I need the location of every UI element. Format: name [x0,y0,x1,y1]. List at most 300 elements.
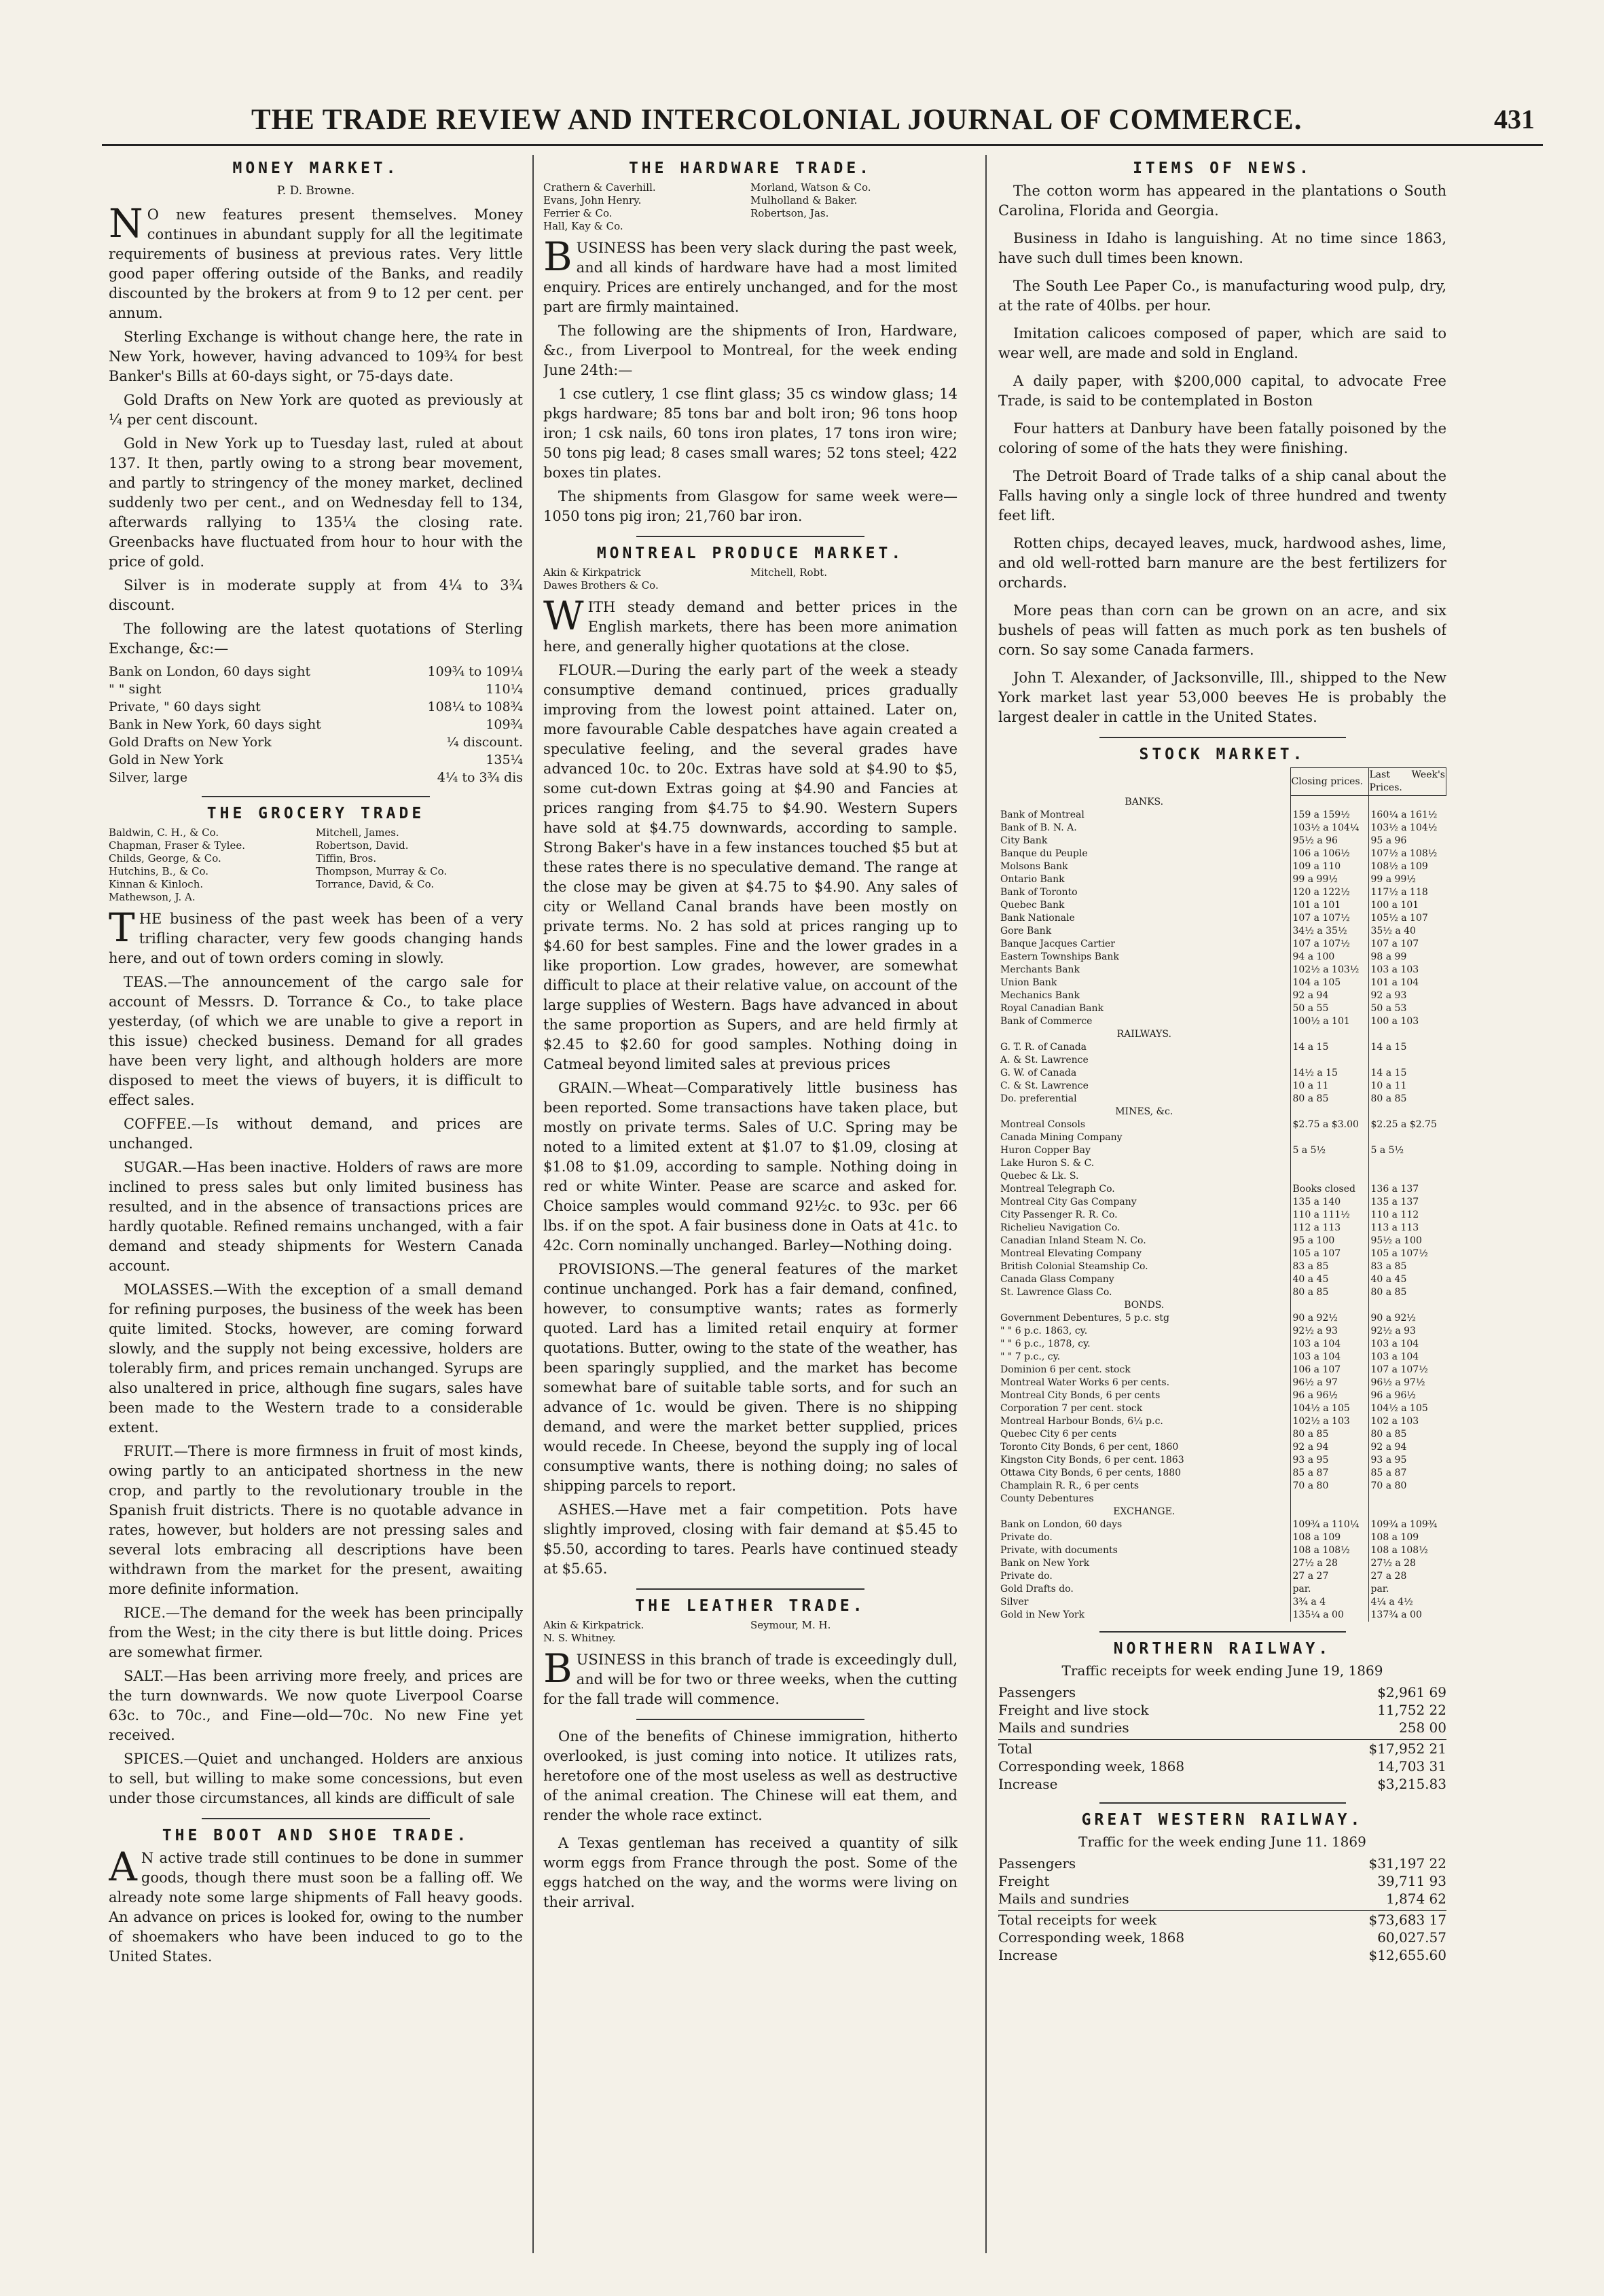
traffic-total [998,1739,1446,1757]
stock-last-week: 102 a 103 [1368,1415,1446,1428]
news-item: The Detroit Board of Trade talks of a ship canal about the Falls having only a single lock of three hundred and twenty feet lift. [998,468,1446,524]
traffic-row-label: Freight and live stock [998,1701,1149,1718]
stock-row [998,1583,1446,1596]
stock-row [998,835,1446,848]
stock-last-week: 117½ a 118 [1368,886,1446,899]
stock-closing: 10 a 11 [1290,1080,1368,1093]
traffic-total-value: $17,952 21 [1368,1740,1446,1757]
paragraph: MOLASSES.—With the exception of a small demand for refining purposes, the business of the week has been quite limited. Stocks, however, are coming forward slowly, and the supply not being excessive, holders are tolerably firm, and prices remain unchanged. Syrups are also unaltered in price, although fine sugars, sales have been made to the Western trade to a considerable extent. [109,1281,523,1436]
stock-cell [1368,1506,1446,1518]
stock-name: Champlain R. R., 6 per cents [1000,1480,1140,1491]
paragraph: Sterling Exchange is without change here, the rate in New York, however, having advanced to 109¾ for best Banker's Bills at 60-days sight, or 75-days date. [109,329,523,384]
stock-closing: 40 a 45 [1290,1273,1368,1286]
northern-traffic [998,1683,1446,1793]
stock-name: Private do. [1000,1531,1053,1543]
quote-row-label: Bank in New York, 60 days sight [109,717,321,732]
firm-name: Crathern & Caverhill. [543,181,656,194]
quote-row-label: Silver, large [109,770,188,785]
stock-last-week: 10 a 11 [1368,1080,1446,1093]
stock-name: British Colonial Steamship Co. [1000,1260,1148,1272]
stock-closing: 135¼ a 00 [1290,1609,1368,1622]
stock-closing: 83 a 85 [1290,1260,1368,1273]
grocery-firms [109,826,523,904]
traffic-row-label: Passengers [998,1855,1076,1872]
quote-row-value: ¼ discount. [446,735,523,750]
stock-name: Merchants Bank [1000,964,1080,975]
leather-body: BUSINESS in this branch of trade is exceedingly dull, and will be for two or three weeks, when the cutting for the fall trade will commence. [543,1645,958,1707]
stock-name: " " 6 p.c. 1863, cy. [1000,1325,1088,1336]
stock-closing: 5 a 5½ [1290,1144,1368,1157]
stock-row [998,1157,1446,1170]
stock-last-week: 105½ a 107 [1368,912,1446,925]
stock-row [998,848,1446,860]
quote-row-label: Gold Drafts on New York [109,735,272,750]
firm-name [750,220,958,233]
boot-body: AN active trade still continues to be done in summer goods, though there must soon be a falling off. We already note some large shipments of Fall heavy goods. An advance on prices is looked for, owing to the number of shoemakers who have been induced to go to the United States. [109,1844,523,1965]
stock-closing: 107 a 107½ [1290,912,1368,925]
stock-closing: 96½ a 97 [1290,1377,1368,1389]
quote-row [109,680,523,698]
stock-row [998,886,1446,899]
stock-name: Kingston City Bonds, 6 per cent. 1863 [1000,1454,1184,1465]
quote-row [109,716,523,733]
stock-name: Corporation 7 per cent. stock [1000,1402,1143,1414]
quote-row [109,733,523,751]
stock-last-week: 90 a 92½ [1368,1312,1446,1325]
stock-row [998,1002,1446,1015]
stock-last-week: 135 a 137 [1368,1196,1446,1209]
stock-closing: 100½ a 101 [1290,1015,1368,1028]
stock-name: Bank of B. N. A. [1000,822,1077,833]
firm-name: Childs, George, & Co. [109,852,221,864]
news-item: The South Lee Paper Co., is manufacturing wood pulp, dry, at the rate of 40lbs. per hour. [998,278,1446,314]
stock-name: Montreal Harbour Bonds, 6¼ p.c. [1000,1415,1163,1427]
leather-firms [543,1619,958,1645]
stock-closing: 104½ a 105 [1290,1402,1368,1415]
traffic-total-label: Corresponding week, 1868 [998,1929,1185,1946]
stock-closing: 103½ a 104¼ [1290,822,1368,835]
money-market-heading: MONEY MARKET. [232,160,399,177]
stock-row [998,951,1446,964]
stock-name: Montreal Water Works 6 per cents. [1000,1377,1170,1388]
western-traffic [998,1855,1446,1964]
stock-name: Canada Glass Company [1000,1273,1114,1285]
western-subtitle: Traffic for the week ending June 11. 1869 [1078,1833,1366,1850]
paragraph: SALT.—Has been arriving more freely, and prices are the turn downwards. We now quote Liverpool Coarse 63c. to 70c., and Fine—old—70c. No new Fine yet received. [109,1668,523,1743]
traffic-total-value: $12,655.60 [1368,1946,1446,1963]
stock-closing: 102½ a 103½ [1290,964,1368,977]
stock-last-week: 101 a 104 [1368,977,1446,989]
traffic-total-label: Increase [998,1775,1058,1792]
stock-closing: 108 a 109 [1290,1531,1368,1544]
firm-name: Hall, Kay & Co. [543,220,623,232]
traffic-row-value: 258 00 [1399,1719,1446,1736]
stock-row [998,1260,1446,1273]
stock-last-week: 92 a 93 [1368,989,1446,1002]
stock-name: Banque Jacques Cartier [1000,938,1115,949]
stock-last-week: 107 a 107 [1368,938,1446,951]
paragraph: THE business of the past week has been of a very trifling character, very few goods changing hands here, and out of town orders coming in slowly. [109,905,523,966]
firm-name: Evans, John Henry. [543,194,642,206]
stock-closing: 92 a 94 [1290,1441,1368,1454]
stock-closing: 103 a 104 [1290,1338,1368,1351]
stock-closing: 93 a 95 [1290,1454,1368,1467]
traffic-row-label: Mails and sundries [998,1890,1129,1907]
stock-last-week: 4¼ a 4½ [1368,1596,1446,1609]
traffic-row [998,1683,1446,1701]
stock-closing [1290,1157,1368,1170]
stock-last-week: 50 a 53 [1368,1002,1446,1015]
firm-name: Hutchins, B., & Co. [109,865,208,877]
stock-closing: 92½ a 93 [1290,1325,1368,1338]
quote-row-value: 109¾ to 109¼ [427,664,523,679]
paragraph: Gold in New York up to Tuesday last, ruled at about 137. It then, partly owing to a strong bear movement, and partly to stringency of the money market, declined suddenly two per cent., and on Wednesday fell to 134, afterwards rallying to 135¼ the closing rate. Greenbacks have fluctuated from hour to hour with the price of gold. [109,435,523,570]
firm-name: Mitchell, James. [316,826,399,839]
stock-row [998,1118,1446,1131]
stock-closing: 99 a 99½ [1290,873,1368,886]
stock-closing: 27 a 27 [1290,1570,1368,1583]
stock-name: Montreal City Gas Company [1000,1196,1137,1207]
quote-row-value: 109¾ [486,717,523,732]
stock-row [998,964,1446,977]
stock-row [998,1183,1446,1196]
stock-name: Bank on New York [1000,1557,1090,1569]
traffic-total [998,1757,1446,1775]
paragraph: NO new features present themselves. Money continues in abundant supply for all the legitimate requirements of business at previous rates. Very little good paper offering outside of the Banks, and readily discounted by the brokers at from 9 to 12 per cent. per annum. [109,200,523,321]
traffic-total-label: Total receipts for week [998,1911,1157,1928]
stock-name: Gore Bank [1000,925,1052,936]
stock-row [998,860,1446,873]
stock-name: Bank on London, 60 days [1000,1518,1123,1530]
stock-row [998,1364,1446,1377]
stock-name: Lake Huron S. & C. [1000,1157,1095,1169]
firm-name: N. S. Whitney. [543,1632,616,1644]
stock-last-week: 27 a 28 [1368,1570,1446,1583]
paragraph: BUSINESS has been very slack during the past week, and all kinds of hardware have had a most limited enquiry. Prices are entirely unchanged, and for the most part are firmly maintained. [543,234,958,315]
traffic-row [998,1855,1446,1872]
paragraph: Silver is in moderate supply at from 4¼ to 3¾ discount. [109,577,523,613]
stock-name: Banque du Peuple [1000,848,1088,859]
traffic-total-value: $3,215.83 [1377,1775,1446,1792]
paragraph: The shipments from Glasgow for same week were—1050 tons pig iron; 21,760 bar iron. [543,488,958,524]
stock-last-week: 95 a 96 [1368,835,1446,848]
traffic-total [998,1946,1446,1964]
quote-row [109,698,523,716]
stock-row [998,1080,1446,1093]
stock-name: G. W. of Canada [1000,1067,1077,1078]
section-divider [1099,737,1346,738]
stock-row [998,1054,1446,1067]
traffic-total-value: 60,027.57 [1377,1929,1446,1946]
stock-closing: 159 a 159½ [1290,809,1368,822]
stock-row [998,1377,1446,1389]
stock-group-row [998,1299,1446,1312]
stock-name: City Passenger R. R. Co. [1000,1209,1118,1220]
stock-row [998,1247,1446,1260]
stock-name: Quebec Bank [1000,899,1065,911]
stock-closing: 94 a 100 [1290,951,1368,964]
stock-name: Montreal Elevating Company [1000,1247,1142,1259]
traffic-total-value: $73,683 17 [1368,1911,1446,1928]
stock-last-week: par. [1368,1583,1446,1596]
firm-name: Akin & Kirkpatrick. [543,1619,644,1631]
stock-closing: par. [1290,1583,1368,1596]
stock-row [998,1093,1446,1106]
stock-row [998,1273,1446,1286]
stock-last-week: 80 a 85 [1368,1093,1446,1106]
traffic-total-label: Total [998,1740,1033,1757]
grocery-heading: THE GROCERY TRADE [206,805,425,822]
stock-last-week: 14 a 15 [1368,1041,1446,1054]
quote-row-label: Bank on London, 60 days sight [109,664,311,679]
stock-last-week: 14 a 15 [1368,1067,1446,1080]
stock-name: Montreal Telegraph Co. [1000,1183,1115,1195]
stock-row [998,899,1446,912]
stock-name: Toronto City Bonds, 6 per cent, 1860 [1000,1441,1179,1453]
stock-closing: 120 a 122½ [1290,886,1368,899]
page-number: 431 [1494,104,1535,134]
stock-group-row [998,1106,1446,1118]
stock-closing: 90 a 92½ [1290,1312,1368,1325]
stock-row [998,1493,1446,1506]
paragraph: SPICES.—Quiet and unchanged. Holders are anxious to sell, but willing to make some concessions, but even under those circumstances, all kinds are difficult of sale [109,1751,523,1806]
stock-name: Silver [1000,1596,1029,1607]
stock-cell [1368,1106,1446,1118]
stock-last-week: 100 a 103 [1368,1015,1446,1028]
stock-name: Mechanics Bank [1000,989,1080,1001]
stock-closing: Books closed [1290,1183,1368,1196]
stock-name: Government Debentures, 5 p.c. stg [1000,1312,1169,1324]
stock-cell [1368,1299,1446,1312]
traffic-row [998,1719,1446,1736]
stock-last-week: 93 a 95 [1368,1454,1446,1467]
stock-closing: 106 a 106½ [1290,848,1368,860]
firm-name: Chapman, Fraser & Tylee. [109,839,245,852]
quote-row-value: 108¼ to 108¾ [427,699,523,714]
stock-row [998,1441,1446,1454]
stock-cell [1368,1028,1446,1041]
stock-closing: 27½ a 28 [1290,1557,1368,1570]
stock-last-week: 92 a 94 [1368,1441,1446,1454]
stock-row [998,1338,1446,1351]
stock-last-week: 35½ a 40 [1368,925,1446,938]
paragraph: RICE.—The demand for the week has been principally from the West; in the city there is but little doing. Prices are somewhat firmer. [109,1605,523,1660]
stock-group-row [998,796,1446,809]
stock-last-week: 80 a 85 [1368,1286,1446,1299]
stock-cell [1290,796,1368,809]
stock-cell [1290,1028,1368,1041]
news-item: One of the benefits of Chinese immigration, hitherto overlooked, is just coming into notice. It utilizes rats, heretofore one of the most useless as well as destructive of the animal creation. The Chinese will eat them, and render the whole race extinct. [543,1728,958,1823]
stock-row [998,1402,1446,1415]
stock-last-week: 100 a 101 [1368,899,1446,912]
stock-row [998,1351,1446,1364]
stock-name: A. & St. Lawrence [1000,1054,1089,1065]
quote-row [109,769,523,786]
stock-name: G. T. R. of Canada [1000,1041,1087,1053]
stock-name: Molsons Bank [1000,860,1068,872]
stock-closing: 110 a 111½ [1290,1209,1368,1222]
firm-name: Mulholland & Baker. [750,194,858,206]
stock-last-week: 85 a 87 [1368,1467,1446,1480]
traffic-row-label: Passengers [998,1683,1076,1700]
news-item: The cotton worm has appeared in the plantations o South Carolina, Florida and Georgia. [998,183,1446,219]
stock-closing [1290,1170,1368,1183]
stock-cell [1290,1299,1368,1312]
stock-last-week: $2.25 a $2.75 [1368,1118,1446,1131]
stock-closing: 105 a 107 [1290,1247,1368,1260]
stock-closing: 135 a 140 [1290,1196,1368,1209]
grocery-body [109,905,523,1808]
stock-row [998,1235,1446,1247]
stock-last-week: 107 a 107½ [1368,1364,1446,1377]
stock-closing [1290,1054,1368,1067]
quote-row-label: " " sight [109,682,162,697]
firm-name: Tiffin, Bros. [316,852,377,864]
stock-closing: 85 a 87 [1290,1467,1368,1480]
stock-name: Quebec City 6 per cents [1000,1428,1117,1440]
stock-row [998,938,1446,951]
stock-cell [1290,1106,1368,1118]
money-quotes [109,663,523,786]
stock-last-week: 103 a 104 [1368,1338,1446,1351]
hardware-firms [543,181,958,233]
stock-name: Gold in New York [1000,1609,1085,1620]
paragraph: FLOUR.—During the early part of the week a steady consumptive demand continued, prices gradually improving from the lowest point attained. Later on, more favourable Cable despatches have again created a speculative feeling, and the several grades have advanced 10c. to 20c. Extras have sold at $4.90 to $5, some cut-down Extras going at $4.90 and Fancies at prices ranging from $4.75 to $4.90. Western Supers have sold at $4.75 downwards, according to sample. Strong Baker's have in a few instances touched $5 but at these rates there is no speculative demand. The range at the close may be given at $4.75 to $4.90. Any sales of city or Welland Canal brands have been mostly on private terms. No. 2 has sold at prices ranging up to $4.60 for best samples. Fine and the lower grades in a like proportion. Low grades, however, are somewhat difficult to place at their relative value, on account of the large supplies of Western. Bags have advanced in about the same proportion as Supers, and are held firmly at $2.45 to $2.60 for good samples. Nothing doing in Catmeal beyond limited sales at previous prices [543,662,958,1072]
money-byline: P. D. Browne. [276,184,355,198]
stock-name: Canadian Inland Steam N. Co. [1000,1235,1146,1246]
stock-last-week: 108 a 108½ [1368,1544,1446,1557]
paragraph: SUGAR.—Has been inactive. Holders of raws are more inclined to press sales but only limited business has resulted, and in the absence of transactions prices are hardly quotable. Refined remains unchanged, with a fair demand and steady shipments for Western Canada account. [109,1159,523,1274]
section-divider [636,536,864,537]
stock-closing: 108 a 108½ [1290,1544,1368,1557]
traffic-row [998,1890,1446,1908]
stock-name: Bank of Toronto [1000,886,1078,898]
stock-row [998,809,1446,822]
stock-closing: 14½ a 15 [1290,1067,1368,1080]
stock-last-week: 96 a 96½ [1368,1389,1446,1402]
stock-group-row [998,1028,1446,1041]
news-item: Imitation calicoes composed of paper, which are said to wear well, are made and sold in England. [998,325,1446,361]
traffic-row-label: Freight [998,1872,1050,1889]
firm-name: Ferrier & Co. [543,207,613,219]
stock-closing: 101 a 101 [1290,899,1368,912]
news-items [998,181,1446,727]
hardware-heading: THE HARDWARE TRADE. [628,160,873,177]
stock-closing: $2.75 a $3.00 [1290,1118,1368,1131]
stock-row [998,912,1446,925]
news-item: Rotten chips, decayed leaves, muck, hardwood ashes, lime, and old well-rotted barn manure are the best fertilizers for orchards. [998,535,1446,591]
stock-last-week: 40 a 45 [1368,1273,1446,1286]
traffic-row-value: 1,874 62 [1385,1890,1446,1907]
column-3 [998,155,1446,2260]
traffic-row-value: 11,752 22 [1377,1701,1446,1718]
stock-last-week: 96½ a 97½ [1368,1377,1446,1389]
quote-row-value: 110¼ [486,682,523,697]
produce-firms [543,566,958,592]
paragraph: The following are the shipments of Iron, Hardware, &c., from Liverpool to Montreal, for the week ending June 24th:— [543,323,958,378]
stock-closing: 96 a 96½ [1290,1389,1368,1402]
stock-last-week: 109¾ a 109¾ [1368,1518,1446,1531]
news-item: Business in Idaho is languishing. At no time since 1863, have such dull times been known. [998,230,1446,266]
stock-last-week: 103 a 104 [1368,1351,1446,1364]
stock-last-week: 80 a 85 [1368,1428,1446,1441]
stock-closing: 106 a 107 [1290,1364,1368,1377]
stock-name: Montreal City Bonds, 6 per cents [1000,1389,1161,1401]
stock-row [998,1286,1446,1299]
stock-row [998,1170,1446,1183]
stock-name: Gold Drafts do. [1000,1583,1074,1595]
produce-heading: MONTREAL PRODUCE MARKET. [596,545,905,562]
firm-name: Thompson, Murray & Co. [316,865,448,877]
stock-row [998,1480,1446,1493]
stock-last-week [1368,1054,1446,1067]
stock-closing: 107 a 107½ [1290,938,1368,951]
stock-table [998,767,1446,1622]
stock-last-week: 136 a 137 [1368,1183,1446,1196]
stock-name: County Debentures [1000,1493,1094,1504]
stock-closing: 103 a 104 [1290,1351,1368,1364]
hardware-body [543,234,958,526]
paragraph: The following are the latest quotations of Sterling Exchange, &c:— [109,621,523,657]
stock-last-week: 137¾ a 00 [1368,1609,1446,1622]
stock-name: Royal Canadian Bank [1000,1002,1104,1014]
section-divider [1099,1802,1346,1804]
stock-closing: 109¾ a 110¼ [1290,1518,1368,1531]
stock-row [998,1312,1446,1325]
traffic-total [998,1775,1446,1793]
stock-group-name: MINES, &c. [1115,1106,1173,1117]
stock-name: St. Lawrence Glass Co. [1000,1286,1112,1298]
stock-last-week: 98 a 99 [1368,951,1446,964]
northern-heading: NORTHERN RAILWAY. [1113,1639,1332,1658]
column-2 [543,155,958,2260]
money-body [109,200,523,659]
quote-row-label: Private, " 60 days sight [109,699,261,714]
stock-name: Bank Nationale [1000,912,1075,924]
stock-last-week: 99 a 99½ [1368,873,1446,886]
stock-last-week: 5 a 5½ [1368,1144,1446,1157]
news-item: A Texas gentleman has received a quantity of silk worm eggs from France through the post. Some of the eggs hatched on the way, and the worms were living on their arrival. [543,1835,958,1910]
stock-last-week: 92½ a 93 [1368,1325,1446,1338]
traffic-row-value: $2,961 69 [1377,1683,1446,1700]
misc-items [543,1727,958,1912]
stock-last-week: 160¼ a 161½ [1368,809,1446,822]
news-item: More peas than corn can be grown on an acre, and six bushels of peas will fatten as much pork as ten bushels of corn. So say some Canada farmers. [998,602,1446,658]
stock-row [998,1015,1446,1028]
traffic-total-value: 14,703 31 [1377,1757,1446,1774]
stock-closing [1290,1493,1368,1506]
stock-name: Do. preferential [1000,1093,1077,1104]
paragraph: Gold Drafts on New York are quoted as previously at ¼ per cent discount. [109,392,523,428]
stock-row [998,1557,1446,1570]
stock-closing [1290,1131,1368,1144]
paragraph: PROVISIONS.—The general features of the market continue unchanged. Pork has a fair demand, confined, however, to consumptive wants; rates as formerly quoted. Lard has a limited retail enquiry at former quotations. Butter, owing to the state of the weather, has been sparingly supplied, and the market has become somewhat bare of suitable table sorts, and for such an advance of 1c. would be given. There is no shipping demand, and were the market better supplied, prices would recede. In Cheese, beyond the supply ing of local consumptive wants, there is nothing doing; no sales of shipping parcels to report. [543,1261,958,1494]
news-item: John T. Alexander, of Jacksonville, Ill., shipped to the New York market last year 53,000 beeves He is probably the largest dealer in cattle in the United States. [998,670,1446,725]
stock-row [998,1222,1446,1235]
paragraph: 1 cse cutlery, 1 cse flint glass; 35 cs window glass; 14 pkgs hardware; 85 tons bar and bolt iron; 96 tons hoop iron; 1 csk nails, 60 tons iron plates, 17 tons iron wire; 50 tons pig lead; 8 cases small wares; 52 tons steel; 422 boxes tin plates. [543,386,958,481]
stock-closing: 92 a 94 [1290,989,1368,1002]
stock-group-row [998,1506,1446,1518]
stock-row [998,1531,1446,1544]
stock-row [998,989,1446,1002]
stock-heading: STOCK MARKET. [1139,746,1306,763]
stock-last-week: 83 a 85 [1368,1260,1446,1273]
news-item: A daily paper, with $200,000 capital, to advocate Free Trade, is said to be contemplated in Boston [998,373,1446,409]
stock-row [998,1041,1446,1054]
stock-row [998,1067,1446,1080]
firm-name [750,579,958,592]
closing-header: Closing prices. [1290,768,1368,796]
